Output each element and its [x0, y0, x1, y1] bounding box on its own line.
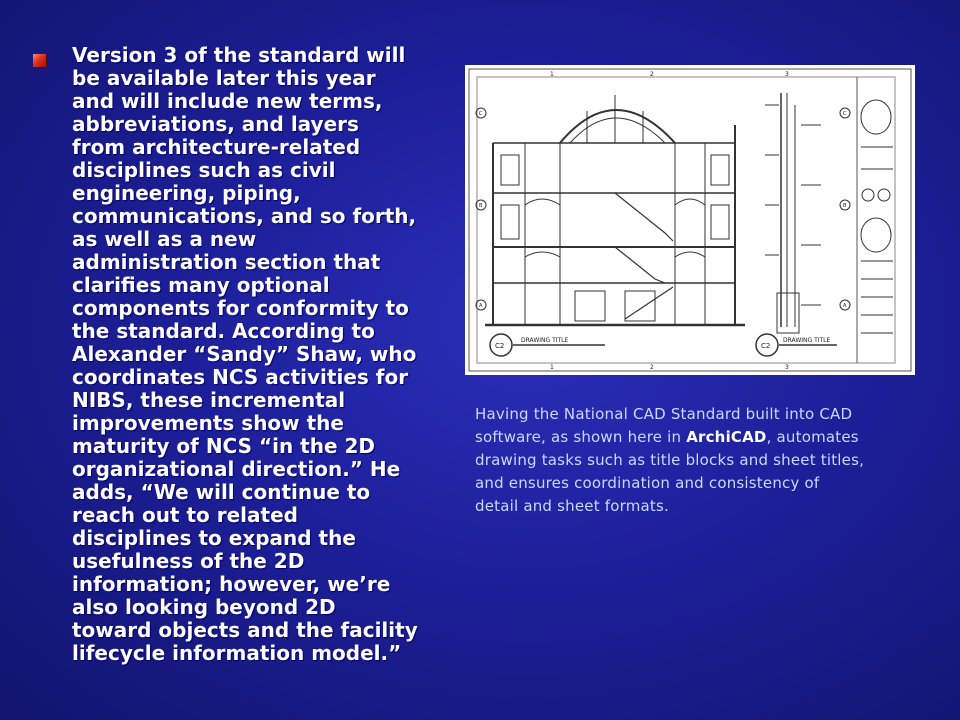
detail-drawing-title: DRAWING TITLE — [783, 337, 831, 344]
grid-right-a: A — [843, 303, 847, 309]
cad-drawing-image — [465, 65, 915, 375]
grid-bottom-1: 1 — [550, 364, 554, 371]
body-text: Version 3 of the standard will be available later this year and will include new terms, abbreviations, and layers from architecture-related disciplines such as civil engineering, piping, communications, and so forth, as well as a new administration section that clarifies many optional components for conformity to the standard. According to Alexander “Sandy” Shaw, who coordinates NCS activities for NIBS, these incremental improvements show the maturity of NCS “in the 2D organizational direction.” He adds, “We will continue to reach out to related disciplines to expand the usefulness of the 2D information; however, we’re also looking beyond 2D toward objects and the facility lifecycle information model.” — [72, 43, 418, 665]
grid-top-1: 1 — [550, 71, 554, 78]
detail-drawing-id: C2 — [761, 342, 771, 350]
section-drawing-title: DRAWING TITLE — [521, 337, 569, 344]
grid-top-2: 2 — [650, 71, 654, 78]
section-drawing-id: C2 — [495, 342, 505, 350]
caption-text-start: Having the National CAD Standard built into CAD software, as shown here in — [475, 405, 853, 446]
grid-bottom-2: 2 — [650, 364, 654, 371]
grid-top-3: 3 — [785, 71, 789, 78]
figure-caption — [475, 403, 865, 518]
grid-side-c: C — [479, 111, 483, 117]
bullet-square-icon — [33, 54, 46, 67]
grid-right-c: C — [843, 111, 847, 117]
caption-highlight: ArchiCAD — [686, 428, 767, 446]
grid-right-b: B — [843, 203, 847, 209]
caption-text-end: , automates drawing tasks such as title blocks and sheet titles, and ensures coordination and consistency of detail and sheet formats. — [475, 428, 865, 515]
grid-bottom-3: 3 — [785, 364, 789, 371]
cad-drawing-figure — [465, 65, 915, 375]
grid-side-a: A — [479, 303, 483, 309]
grid-side-b: B — [479, 203, 483, 209]
